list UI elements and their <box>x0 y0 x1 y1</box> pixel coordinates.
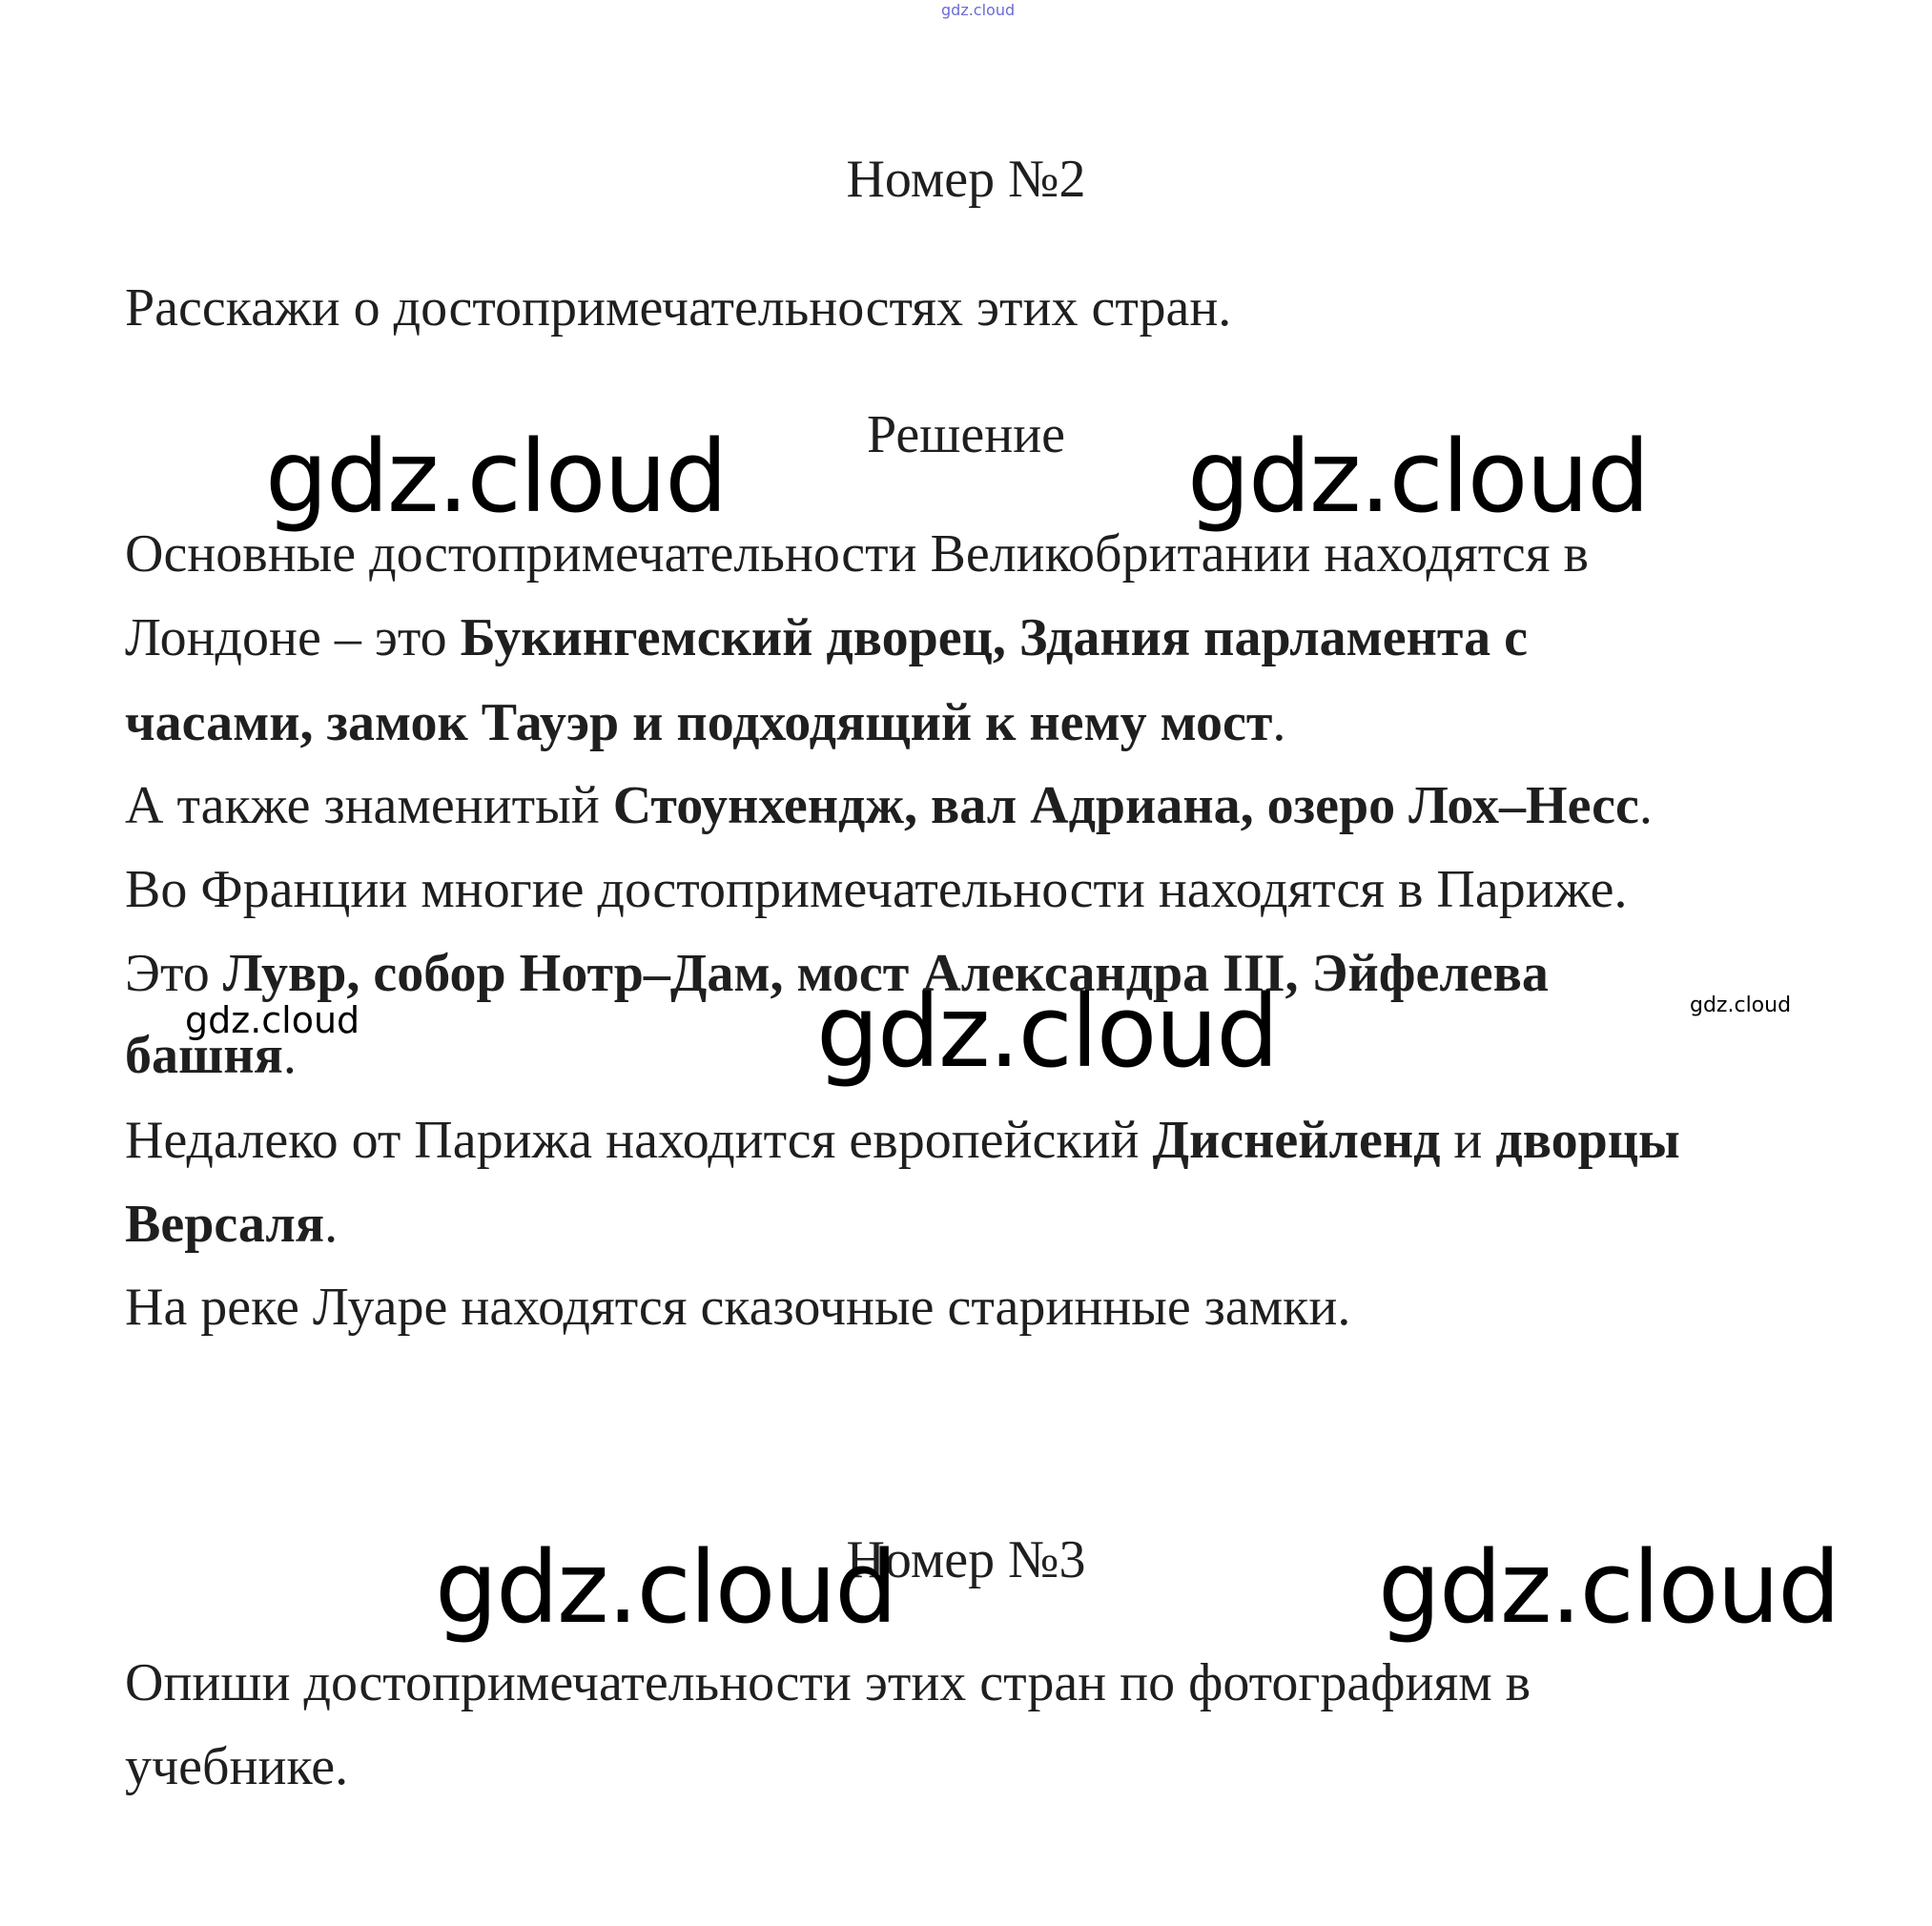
answer-line-7: башня. <box>125 1026 297 1085</box>
watermark-7: gdz.cloud <box>1378 1529 1840 1646</box>
answer-line-10: На реке Луаре находятся сказочные старинные замки. <box>125 1278 1351 1337</box>
watermark-top: gdz.cloud <box>941 1 1016 19</box>
answer-line-5: Во Франции многие достопримечательности находятся в Париже. <box>125 860 1628 919</box>
task3-question-line-2: учебнике. <box>125 1737 349 1796</box>
watermark-4: gdz.cloud <box>816 973 1278 1090</box>
solution-label: Решение <box>866 405 1066 464</box>
task2-heading: Номер №2 <box>846 150 1086 209</box>
task3-heading: Номер №3 <box>846 1530 1086 1589</box>
watermark-2: gdz.cloud <box>1187 419 1649 535</box>
task3-question-line-1: Опиши достопримечательности этих стран по фотографиям в <box>125 1653 1531 1712</box>
watermark-6: gdz.cloud <box>435 1529 896 1646</box>
answer-line-3: часами, замок Тауэр и подходящий к нему мост. <box>125 693 1286 752</box>
answer-line-6: Это Лувр, собор Нотр–Дам, мост Александра III, Эйфелева <box>125 944 1549 1003</box>
watermark-3: gdz.cloud <box>185 999 360 1041</box>
answer-line-9: Версаля. <box>125 1195 339 1254</box>
answer-line-1: Основные достопримечательности Великобритании находятся в <box>125 524 1589 584</box>
answer-line-8: Недалеко от Парижа находится европейский Диснейленд и дворцы <box>125 1111 1680 1170</box>
watermark-1: gdz.cloud <box>265 419 727 535</box>
answer-line-4: А также знаменитый Стоунхендж, вал Адриана, озеро Лох–Несс. <box>125 776 1653 835</box>
task2-question: Расскажи о достопримечательностях этих стран. <box>125 278 1232 338</box>
watermark-5: gdz.cloud <box>1690 994 1792 1017</box>
answer-line-2: Лондоне – это Букингемский дворец, Здания парламента с <box>125 608 1528 667</box>
